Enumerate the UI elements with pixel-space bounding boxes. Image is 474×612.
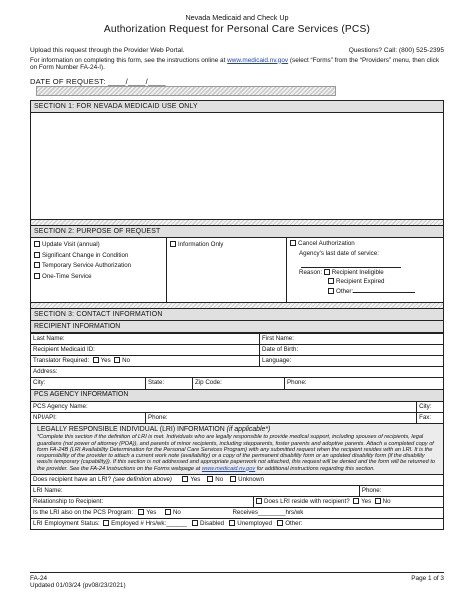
upload-row — [30, 47, 444, 55]
purpose-information-only[interactable]: Information Only — [170, 240, 283, 251]
reason-other[interactable]: Other: — [290, 287, 440, 296]
checkbox[interactable] — [182, 476, 188, 482]
reason-expired[interactable]: Recipient Expired — [290, 277, 440, 286]
zip-field[interactable]: Zip Code: — [193, 378, 285, 389]
checkbox[interactable] — [328, 278, 334, 284]
agency-name: Nevada Medicaid and Check Up — [185, 13, 289, 22]
reason-ineligible[interactable]: Reason: Recipient Ineligible — [299, 269, 384, 277]
purpose-temporary[interactable]: Temporary Service Authorization — [34, 261, 163, 272]
checkbox[interactable] — [170, 241, 176, 247]
reside-field: Does LRI reside with recipient? Yes No — [254, 497, 444, 508]
section2-box — [30, 238, 444, 303]
language-field[interactable]: Language: — [260, 356, 444, 367]
instructions-text — [30, 57, 444, 72]
checkbox[interactable] — [93, 357, 99, 363]
checkbox[interactable] — [207, 476, 213, 482]
medicaid-link[interactable]: www.medicaid.nv.gov — [227, 56, 289, 64]
recipient-info-header: RECIPIENT INFORMATION — [30, 321, 444, 333]
checkbox[interactable] — [114, 357, 120, 363]
section2-header: SECTION 2: PURPOSE OF REQUEST — [30, 226, 444, 238]
purpose-update[interactable]: Update Visit (annual) — [34, 240, 163, 251]
lri-medicaid-link[interactable]: www.medicaid.nv.gov — [201, 465, 256, 472]
checkbox[interactable] — [290, 240, 296, 246]
fax-field[interactable]: Fax: — [417, 413, 444, 424]
form-title: Authorization Request for Personal Care Services (PCS) — [103, 24, 371, 36]
purpose-col2 — [167, 238, 287, 302]
last-date-of-service: Agency's last date of service: — [299, 249, 379, 257]
checkbox[interactable] — [353, 498, 359, 504]
checkbox[interactable] — [229, 520, 235, 526]
purpose-significant-change[interactable]: Significant Change in Condition — [34, 251, 163, 262]
checkbox[interactable] — [34, 262, 40, 268]
city-field[interactable]: City: — [31, 378, 146, 389]
purpose-col1 — [31, 238, 167, 302]
pcs-agency-table — [30, 402, 444, 425]
upload-text: Upload this request through the Provider Web Portal. — [30, 47, 185, 54]
updated-date: Updated 01/03/24 (pv08/23/2021) — [30, 582, 126, 590]
state-field[interactable]: State: — [146, 378, 193, 389]
date-of-request-row — [30, 78, 444, 97]
medicaid-id-field[interactable]: Recipient Medicaid ID: — [31, 345, 260, 356]
last-date-line[interactable] — [301, 259, 401, 268]
lri-phone-field[interactable]: Phone: — [359, 486, 443, 497]
checkbox[interactable] — [256, 498, 262, 504]
info-post: (select “Forms” from the “Providers” menu, then click on Form Number FA-24-I). — [30, 56, 440, 72]
info-pre: For information on completing this form, see the instructions online at — [30, 56, 228, 64]
section3-header: SECTION 3: CONTACT INFORMATION — [30, 309, 444, 321]
address-field[interactable]: Address: — [31, 367, 444, 378]
lri-name-field[interactable]: LRI Name: — [31, 486, 360, 497]
lri-header: LEGALLY RESPONSIBLE INDIVIDUAL (LRI) INFORMATION (if applicable*) — [37, 425, 271, 433]
purpose-one-time[interactable]: One-Time Service — [34, 272, 163, 283]
form-number: FA-24 — [30, 575, 48, 582]
date-hatch-bar — [36, 86, 336, 96]
footer-rule — [30, 572, 444, 573]
checkbox[interactable] — [34, 252, 40, 258]
lri-note: *Complete this section if the definition of LRI is met. Individuals who are legally responsible to provide medical support, including spouses of recipients, legal guardians (not power of attorney (POA)), and parents of minor recipients, including stepparents, foster parents and adoptive parents. Attach a completed copy of form FA-24B (LRI Availability Determination for the Personal Care Services Program) with any submitted request when the recipient resides with an LRI. It is the responsibility of the provider to attach a current work note (availability) or a copy of the permanent disability form or an updated disability form (if the disability was/is temporary (capability)). If this section is not addressed and appropriate paperwork not attached, this request will be denied and the form will be returned to the provider. See the FA-24 Instructions on the Forms webpage at www.medicaid.nv.gov for additional instructions regarding this section. — [37, 434, 435, 472]
checkbox[interactable] — [165, 509, 171, 515]
last-name-field[interactable]: Last Name: — [31, 334, 260, 345]
checkbox[interactable] — [277, 520, 283, 526]
reason-row — [290, 259, 440, 268]
agency-city-field[interactable]: City: — [417, 402, 444, 413]
section1-header: SECTION 1: FOR NEVADA MEDICAID USE ONLY — [30, 100, 444, 113]
lri-table — [30, 475, 444, 531]
has-lri-field: Does recipient have an LRI? (see definition above) Yes No Unknown — [31, 475, 444, 486]
checkbox[interactable] — [138, 509, 144, 515]
footer — [30, 575, 444, 590]
employment-field: LRI Employment Status: Employed # Hrs/wk:______ Disabled Unemployed Other: — [31, 519, 444, 530]
checkbox[interactable] — [103, 520, 109, 526]
also-pcs-field: Is the LRI also on the PCS Program: Yes No Receives________hrs/wk — [31, 508, 444, 519]
lri-section — [30, 424, 444, 475]
recipient-table — [30, 333, 444, 378]
questions-text: Questions? Call: (800) 525-2395 — [348, 47, 444, 54]
first-name-field[interactable]: First Name: — [260, 334, 444, 345]
phone-field[interactable]: Phone: — [285, 378, 444, 389]
checkbox[interactable] — [34, 273, 40, 279]
purpose-col3 — [287, 238, 443, 302]
date-of-request-label: DATE OF REQUEST: ____/____/____ — [30, 76, 166, 86]
recipient-city-table — [30, 378, 444, 390]
agency-name-field[interactable]: PCS Agency Name: — [31, 402, 417, 413]
pcs-agency-header: PCS AGENCY INFORMATION — [30, 390, 444, 402]
page-number: Page 1 of 3 — [411, 575, 444, 582]
agency-phone-field[interactable]: Phone: — [146, 413, 417, 424]
dob-field[interactable]: Date of Birth: — [260, 345, 444, 356]
translator-field: Translator Required: Yes No — [31, 356, 260, 367]
npi-field[interactable]: NPI/API: — [31, 413, 146, 424]
checkbox[interactable] — [34, 241, 40, 247]
section1-box — [30, 113, 444, 220]
checkbox[interactable] — [324, 269, 330, 275]
checkbox[interactable] — [328, 288, 334, 294]
checkbox[interactable] — [375, 498, 381, 504]
purpose-cancel[interactable]: Cancel Authorization — [290, 239, 440, 248]
footer-left — [30, 575, 126, 590]
checkbox[interactable] — [192, 520, 198, 526]
checkbox[interactable] — [230, 476, 236, 482]
relationship-field[interactable]: Relationship to Recipient: — [31, 497, 254, 508]
receives-hours: Receives________hrs/wk — [232, 509, 304, 517]
